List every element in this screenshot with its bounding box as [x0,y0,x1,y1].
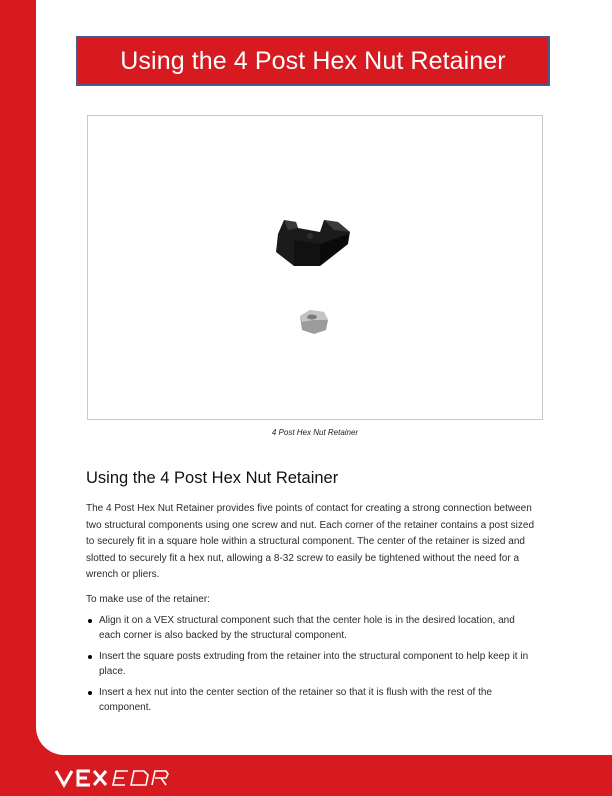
list-item-text: Align it on a VEX structural component such that the center hole is in the desired location, and each corner is also backed by the structural component. [99,615,515,641]
list-item-text: Insert a hex nut into the center section of the retainer so that it is flush with the rest of the component. [99,687,492,713]
list-item [86,685,538,715]
bullet-icon [88,619,92,623]
page-title-text: Using the 4 Post Hex Nut Retainer [120,46,506,75]
list-item-text: Insert the square posts extruding from the retainer into the structural component to help keep it in place. [99,651,529,677]
bullet-icon [88,655,92,659]
instruction-list [86,613,538,721]
figure-caption: 4 Post Hex Nut Retainer [271,428,359,437]
list-item [86,613,538,643]
vex-edr-logo-icon [54,765,204,791]
section-heading: Using the 4 Post Hex Nut Retainer [86,469,339,487]
page-title [76,36,550,86]
list-item [86,649,538,679]
retainer-illustration [88,116,542,419]
hex-nut-image [300,310,328,334]
retainer-part-image [276,220,350,266]
vex-edr-logo [54,765,204,796]
instructions-lead: To make use of the retainer: [86,594,210,605]
intro-paragraph: The 4 Post Hex Nut Retainer provides five points of contact for creating a strong connection between two structural components using one screw and nut. Each corner of the retainer contains a post sized to securely fit in a square hole within a structural component. The center of the retainer is sized and slotted to securely fit a hex nut, allowing a 8-32 screw to easily be tightened without the need for a wrench or pliers. [86,503,535,581]
bullet-icon [88,691,92,695]
product-figure [87,115,543,420]
